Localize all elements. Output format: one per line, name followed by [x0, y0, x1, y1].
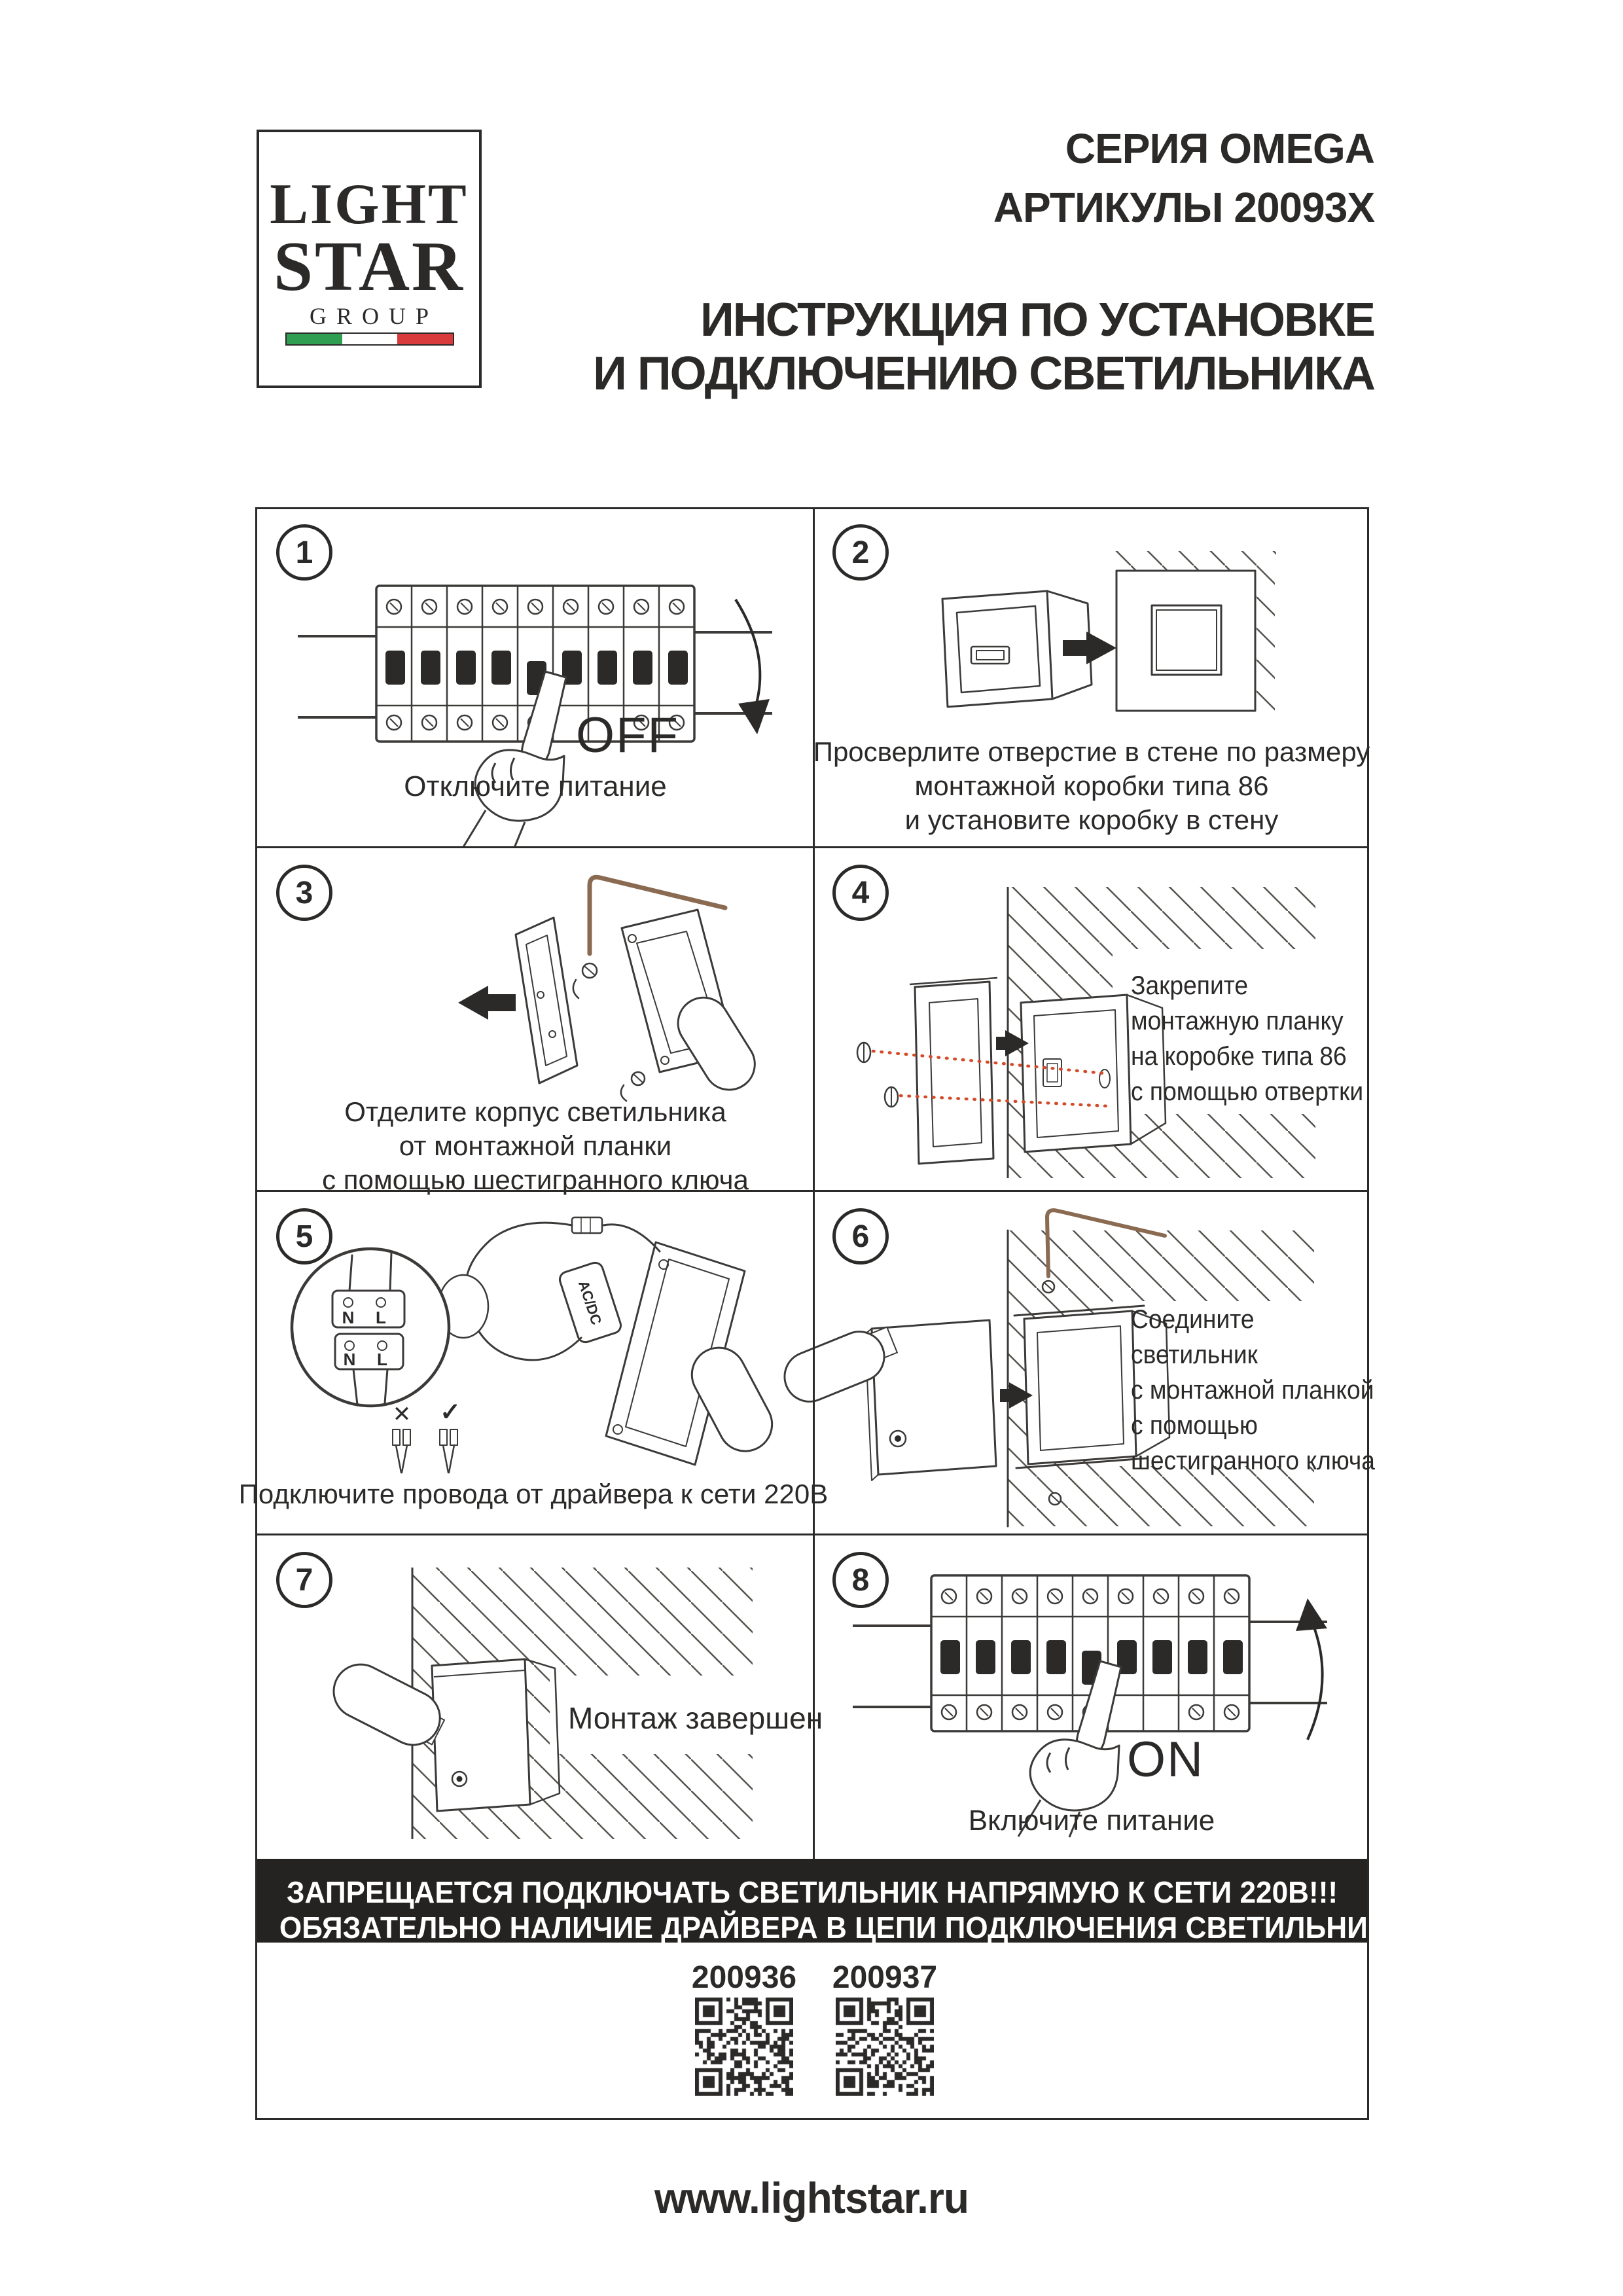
italian-flag-icon: [285, 332, 454, 346]
page-title-line-2: И ПОДКЛЮЧЕНИЮ СВЕТИЛЬНИКА: [593, 348, 1374, 400]
flag-green-segment: [287, 334, 342, 344]
step-2-caption-line-2: монтажной коробки типа 86: [914, 770, 1269, 801]
step-6-number-badge: 6: [832, 1208, 889, 1265]
step-7-caption: Монтаж завершен: [568, 1701, 823, 1735]
qr-code-200937: [836, 1998, 934, 2096]
series-title-line-2: АРТИКУЛЫ 20093Х: [993, 184, 1374, 231]
step-3-caption-line-2: от монтажной планки: [399, 1130, 672, 1161]
flag-red-segment: [397, 334, 453, 344]
step-6-caption-line-3: с монтажной планкой: [1131, 1376, 1374, 1405]
step-7-number-badge: 7: [276, 1552, 332, 1608]
terminal-label-l2: L: [377, 1350, 387, 1369]
step-2-caption-line-3: и установите коробку в стену: [904, 804, 1279, 835]
step-8-number-badge: 8: [832, 1552, 889, 1608]
flag-white-segment: [342, 334, 398, 344]
page-title-line-1: ИНСТРУКЦИЯ ПО УСТАНОВКЕ: [700, 294, 1374, 346]
step-3-caption-line-1: Отделите корпус светильника: [344, 1096, 726, 1127]
step-6-caption-line-1: Соедините: [1131, 1305, 1255, 1334]
step-4-caption-line-4: с помощью отвертки: [1131, 1077, 1364, 1106]
table-column-divider: [813, 507, 815, 1859]
warning-line-2: ОБЯЗАТЕЛЬНО НАЛИЧИЕ ДРАЙВЕРА В ЦЕПИ ПОДКЛЮЧЕНИЯ СВЕТИЛЬНИКА!!!: [279, 1910, 1435, 1945]
step-3-caption-line-3: с помощью шестигранного ключа: [322, 1164, 749, 1195]
step-4-caption-line-3: на коробке типа 86: [1131, 1042, 1347, 1071]
series-title-line-1: СЕРИЯ OMEGA: [1065, 125, 1374, 172]
check-mark-icon: ✓: [440, 1399, 461, 1426]
step-2-caption-line-1: Просверлите отверстие в стене по размеру: [813, 736, 1370, 767]
step-1-number-badge: 1: [276, 524, 332, 581]
qr-code-200936: [695, 1998, 793, 2096]
driver-label: AC/DC: [575, 1278, 605, 1327]
table-row-divider-3: [255, 1534, 1369, 1535]
terminal-label-l1: L: [376, 1308, 386, 1327]
warning-line-1: ЗАПРЕЩАЕТСЯ ПОДКЛЮЧАТЬ СВЕТИЛЬНИК НАПРЯМУЮ К СЕТИ 220В!!!: [286, 1875, 1338, 1909]
step-4-number-badge: 4: [832, 865, 889, 921]
table-row-divider-1: [255, 846, 1369, 848]
step-6-caption-line-2: светильник: [1131, 1340, 1258, 1369]
off-label: OFF: [576, 708, 679, 763]
step-3-number-badge: 3: [276, 865, 332, 921]
step-8-caption: Включите питание: [968, 1804, 1215, 1837]
step-1-caption: Отключите питание: [404, 770, 667, 802]
step-5-number-badge: 5: [276, 1208, 332, 1265]
step-4-caption-line-1: Закрепите: [1131, 971, 1249, 1000]
step-5-caption: Подключите провода от драйвера к сети 220В: [238, 1479, 829, 1509]
terminal-label-n2: N: [343, 1350, 356, 1369]
website-url: www.lightstar.ru: [654, 2174, 969, 2222]
logo-word-light: LIGHT: [270, 173, 469, 236]
step-4-caption-line-2: монтажную планку: [1131, 1007, 1344, 1035]
step-6-caption-line-5: шестигранного ключа: [1131, 1446, 1376, 1475]
logo-word-star: STAR: [273, 228, 465, 306]
logo-word-group: GROUP: [309, 303, 439, 329]
article-code-200937: 200937: [832, 1960, 938, 1995]
article-code-200936: 200936: [691, 1960, 797, 1995]
step-2-number-badge: 2: [832, 524, 889, 581]
on-label: ON: [1127, 1732, 1204, 1787]
wrong-mark-icon: ✕: [392, 1402, 412, 1427]
step-6-caption-line-4: с помощью: [1131, 1411, 1258, 1440]
terminal-label-n1: N: [342, 1308, 355, 1327]
